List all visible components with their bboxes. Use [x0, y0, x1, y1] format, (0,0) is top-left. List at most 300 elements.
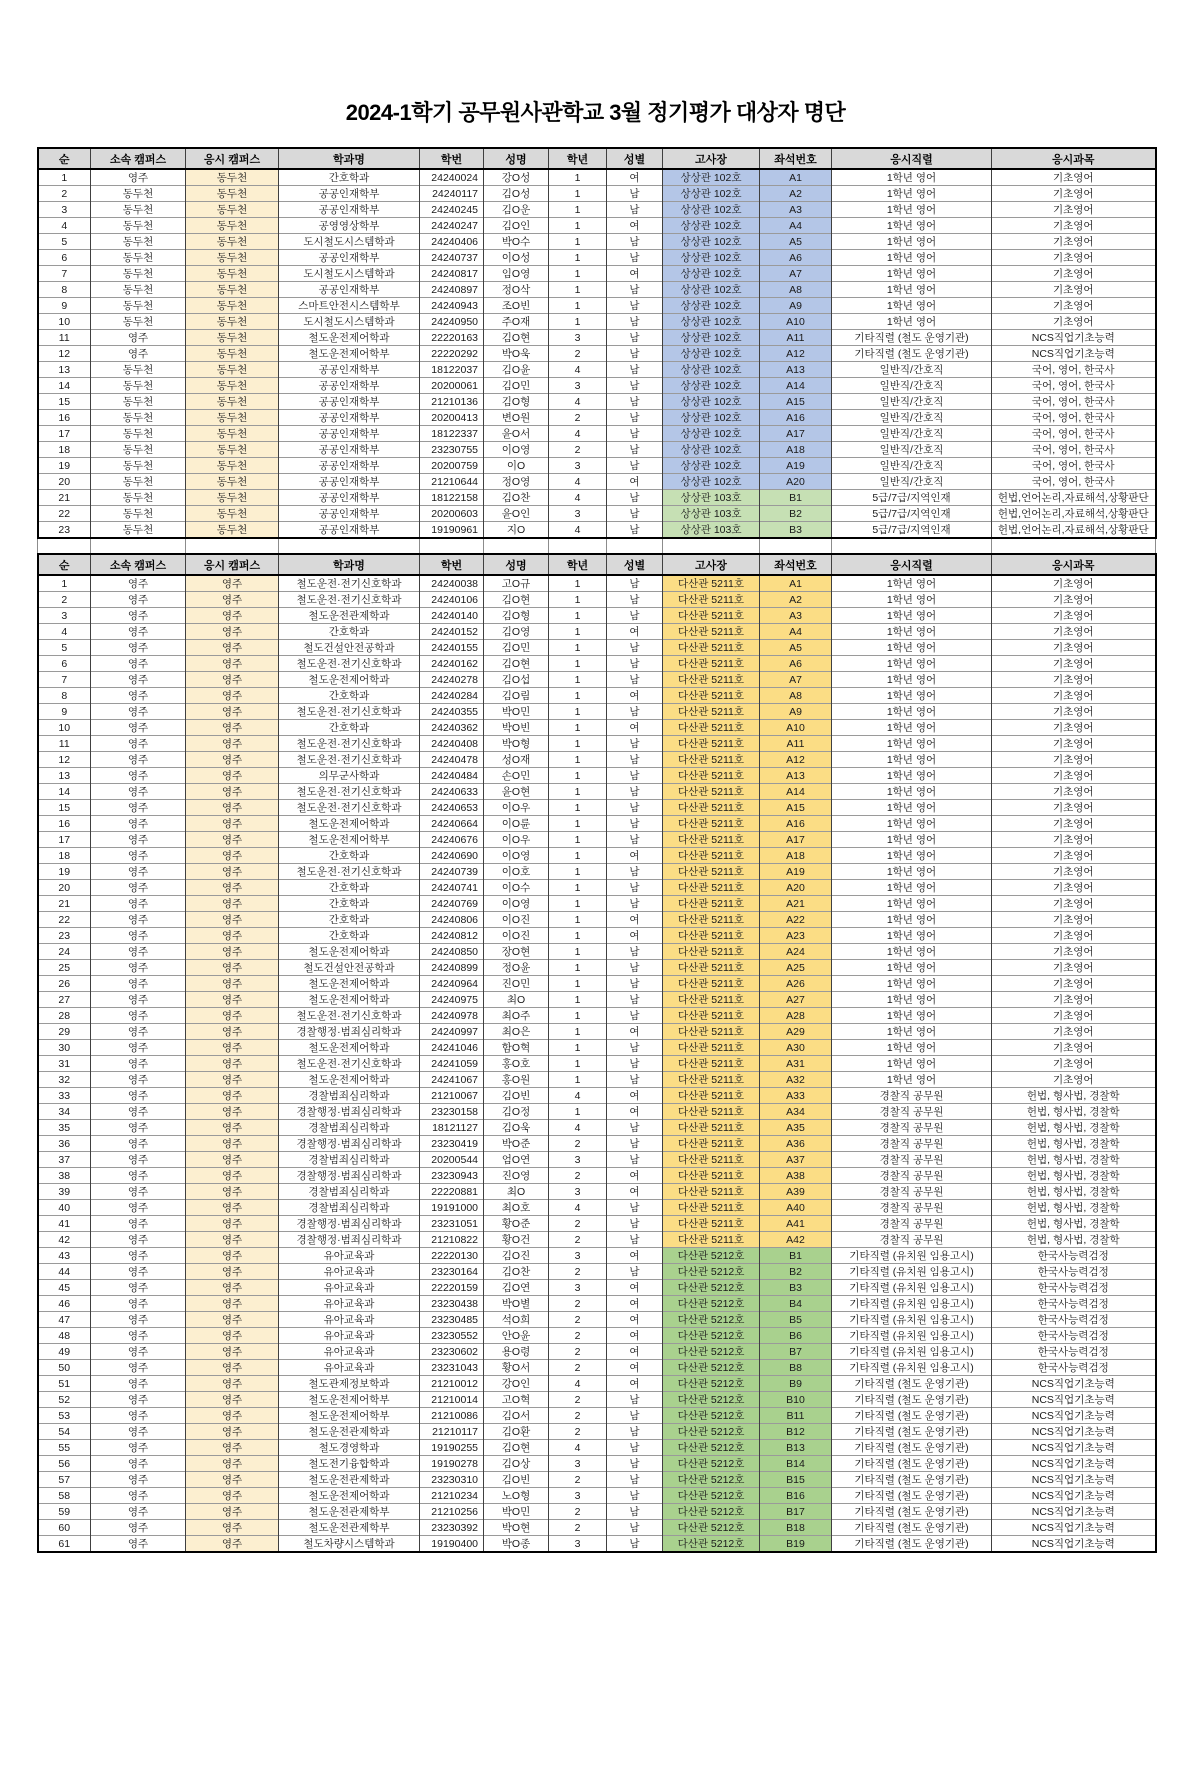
cell-name: 장O현	[484, 944, 549, 960]
cell-year: 2	[549, 1424, 607, 1440]
cell-name: 김O섭	[484, 672, 549, 688]
cell-subjects: 헌법,언어논리,자료해석,상황판단	[992, 506, 1156, 522]
cell-no: 20	[38, 474, 91, 490]
cell-seat-no: B19	[760, 1536, 832, 1553]
cell-department: 공공인재학부	[279, 506, 420, 522]
cell-student-id: 24240817	[420, 266, 484, 282]
cell-department: 유아교육과	[279, 1248, 420, 1264]
cell-track: 1학년 영어	[832, 624, 992, 640]
cell-no: 21	[38, 896, 91, 912]
cell-gender: 남	[607, 1488, 663, 1504]
cell-track: 1학년 영어	[832, 314, 992, 330]
cell-department: 도시철도시스템학과	[279, 266, 420, 282]
cell-exam-campus: 영주	[186, 1296, 279, 1312]
cell-year: 1	[549, 736, 607, 752]
cell-seat-no: A20	[760, 474, 832, 490]
cell-seat-no: B7	[760, 1344, 832, 1360]
cell-exam-room: 다산관 5211호	[663, 1168, 760, 1184]
cell-exam-room: 다산관 5212호	[663, 1520, 760, 1536]
cell-track: 1학년 영어	[832, 960, 992, 976]
cell-gender: 여	[607, 1312, 663, 1328]
cell-exam-room: 다산관 5212호	[663, 1328, 760, 1344]
table-row	[38, 992, 1156, 1008]
cell-year: 1	[549, 960, 607, 976]
cell-exam-campus: 영주	[186, 1392, 279, 1408]
cell-student-id: 21210256	[420, 1504, 484, 1520]
cell-exam-campus: 동두천	[186, 458, 279, 474]
cell-subjects: 기초영어	[992, 768, 1156, 784]
cell-exam-room: 다산관 5212호	[663, 1440, 760, 1456]
cell-student-id: 24240769	[420, 896, 484, 912]
cell-student-id: 24240897	[420, 282, 484, 298]
cell-no: 12	[38, 752, 91, 768]
cell-seat-no: A14	[760, 378, 832, 394]
cell-year: 1	[549, 720, 607, 736]
cell-exam-campus: 영주	[186, 736, 279, 752]
cell-home-campus: 영주	[91, 848, 186, 864]
cell-department: 간호학과	[279, 912, 420, 928]
cell-gender: 남	[607, 1264, 663, 1280]
cell-track: 5급/7급/지역인재	[832, 490, 992, 506]
cell-exam-room: 다산관 5212호	[663, 1264, 760, 1280]
cell-gender: 남	[607, 1136, 663, 1152]
cell-gender: 남	[607, 298, 663, 314]
cell-track: 1학년 영어	[832, 1008, 992, 1024]
cell-gender: 남	[607, 752, 663, 768]
cell-exam-room: 다산관 5211호	[663, 624, 760, 640]
cell-year: 3	[549, 1280, 607, 1296]
cell-seat-no: A16	[760, 816, 832, 832]
cell-no: 3	[38, 608, 91, 624]
cell-track: 1학년 영어	[832, 976, 992, 992]
col-header-student-id: 학번	[420, 148, 484, 169]
table-row	[38, 1488, 1156, 1504]
cell-no: 54	[38, 1424, 91, 1440]
cell-subjects: 기초영어	[992, 912, 1156, 928]
cell-subjects: 기초영어	[992, 266, 1156, 282]
cell-department: 공공인재학부	[279, 426, 420, 442]
document-page	[37, 96, 1155, 1553]
cell-exam-campus: 영주	[186, 864, 279, 880]
cell-exam-room: 다산관 5211호	[663, 1008, 760, 1024]
cell-exam-campus: 영주	[186, 800, 279, 816]
cell-seat-no: A18	[760, 442, 832, 458]
cell-subjects: 헌법, 형사법, 경찰학	[992, 1120, 1156, 1136]
cell-subjects: 기초영어	[992, 186, 1156, 202]
cell-track: 기타직렬 (철도 운영기관)	[832, 1456, 992, 1472]
cell-exam-campus: 영주	[186, 575, 279, 592]
table-row	[38, 592, 1156, 608]
cell-department: 철도차량시스템학과	[279, 1536, 420, 1553]
cell-track: 1학년 영어	[832, 896, 992, 912]
cell-no: 48	[38, 1328, 91, 1344]
cell-home-campus: 영주	[91, 1408, 186, 1424]
cell-track: 1학년 영어	[832, 912, 992, 928]
cell-track: 기타직렬 (유치원 임용고시)	[832, 1312, 992, 1328]
cell-gender: 남	[607, 1408, 663, 1424]
cell-subjects: 기초영어	[992, 688, 1156, 704]
cell-subjects: 기초영어	[992, 880, 1156, 896]
cell-no: 38	[38, 1168, 91, 1184]
cell-name: 김O빈	[484, 1088, 549, 1104]
cell-department: 경찰범죄심리학과	[279, 1088, 420, 1104]
cell-student-id: 23230164	[420, 1264, 484, 1280]
cell-department: 철도건설안전공학과	[279, 640, 420, 656]
cell-exam-campus: 영주	[186, 672, 279, 688]
col-header-exam-room: 고사장	[663, 554, 760, 575]
cell-student-id: 24240155	[420, 640, 484, 656]
cell-exam-room: 상상관 103호	[663, 522, 760, 539]
cell-no: 30	[38, 1040, 91, 1056]
cell-student-id: 24240737	[420, 250, 484, 266]
cell-seat-no: A29	[760, 1024, 832, 1040]
cell-student-id: 22220163	[420, 330, 484, 346]
cell-home-campus: 영주	[91, 832, 186, 848]
cell-no: 27	[38, 992, 91, 1008]
table-row	[38, 1328, 1156, 1344]
cell-no: 17	[38, 426, 91, 442]
cell-exam-room: 다산관 5211호	[663, 1072, 760, 1088]
cell-track: 1학년 영어	[832, 298, 992, 314]
cell-exam-room: 상상관 102호	[663, 394, 760, 410]
table-gap-row	[37, 539, 1156, 553]
cell-name: 김O형	[484, 394, 549, 410]
cell-student-id: 20200759	[420, 458, 484, 474]
cell-name: 최O	[484, 992, 549, 1008]
col-header-no: 순	[38, 554, 91, 575]
table-row	[38, 1504, 1156, 1520]
col-header-year: 학년	[549, 554, 607, 575]
cell-seat-no: A19	[760, 864, 832, 880]
cell-subjects: 기초영어	[992, 800, 1156, 816]
cell-year: 1	[549, 864, 607, 880]
cell-name: 박O준	[484, 1136, 549, 1152]
cell-name: 엄O연	[484, 1152, 549, 1168]
cell-gender: 남	[607, 1056, 663, 1072]
cell-seat-no: B4	[760, 1296, 832, 1312]
cell-seat-no: A5	[760, 640, 832, 656]
cell-seat-no: A37	[760, 1152, 832, 1168]
cell-student-id: 24240362	[420, 720, 484, 736]
cell-home-campus: 동두천	[91, 282, 186, 298]
cell-home-campus: 영주	[91, 1440, 186, 1456]
cell-student-id: 23230392	[420, 1520, 484, 1536]
cell-track: 1학년 영어	[832, 768, 992, 784]
cell-exam-campus: 영주	[186, 960, 279, 976]
cell-name: 최O	[484, 1184, 549, 1200]
cell-subjects: 헌법,언어논리,자료해석,상황판단	[992, 522, 1156, 539]
cell-gender: 남	[607, 186, 663, 202]
cell-department: 공공인재학부	[279, 458, 420, 474]
cell-home-campus: 동두천	[91, 410, 186, 426]
cell-department: 공공인재학부	[279, 410, 420, 426]
table-row	[38, 186, 1156, 202]
cell-department: 도시철도시스템학과	[279, 234, 420, 250]
cell-seat-no: A1	[760, 169, 832, 186]
cell-department: 유아교육과	[279, 1360, 420, 1376]
cell-seat-no: B16	[760, 1488, 832, 1504]
cell-year: 4	[549, 426, 607, 442]
cell-no: 23	[38, 928, 91, 944]
cell-name: 김O빈	[484, 1472, 549, 1488]
cell-exam-room: 다산관 5211호	[663, 896, 760, 912]
cell-seat-no: B14	[760, 1456, 832, 1472]
cell-no: 35	[38, 1120, 91, 1136]
cell-year: 2	[549, 1296, 607, 1312]
cell-track: 1학년 영어	[832, 575, 992, 592]
cell-exam-campus: 영주	[186, 912, 279, 928]
cell-exam-room: 다산관 5211호	[663, 1040, 760, 1056]
table-row	[38, 608, 1156, 624]
table-row	[38, 575, 1156, 592]
cell-home-campus: 영주	[91, 768, 186, 784]
cell-seat-no: A6	[760, 656, 832, 672]
cell-department: 공공인재학부	[279, 378, 420, 394]
cell-year: 1	[549, 218, 607, 234]
cell-student-id: 23230943	[420, 1168, 484, 1184]
cell-exam-room: 다산관 5211호	[663, 784, 760, 800]
cell-name: 김O상	[484, 1456, 549, 1472]
cell-gender: 남	[607, 202, 663, 218]
cell-department: 공공인재학부	[279, 490, 420, 506]
cell-home-campus: 영주	[91, 864, 186, 880]
cell-gender: 남	[607, 330, 663, 346]
cell-seat-no: A11	[760, 736, 832, 752]
cell-home-campus: 영주	[91, 688, 186, 704]
cell-seat-no: B17	[760, 1504, 832, 1520]
cell-no: 50	[38, 1360, 91, 1376]
cell-exam-campus: 동두천	[186, 490, 279, 506]
table-row	[38, 672, 1156, 688]
cell-no: 19	[38, 458, 91, 474]
cell-no: 2	[38, 592, 91, 608]
cell-year: 2	[549, 1232, 607, 1248]
cell-year: 1	[549, 848, 607, 864]
cell-student-id: 23230755	[420, 442, 484, 458]
cell-exam-room: 다산관 5211호	[663, 1200, 760, 1216]
col-header-home-campus: 소속 캠퍼스	[91, 554, 186, 575]
cell-subjects: 기초영어	[992, 575, 1156, 592]
table-row	[38, 378, 1156, 394]
cell-track: 1학년 영어	[832, 656, 992, 672]
table-row	[38, 1104, 1156, 1120]
cell-no: 49	[38, 1344, 91, 1360]
dongducheon-table-body	[38, 169, 1156, 538]
cell-year: 4	[549, 1120, 607, 1136]
cell-gender: 남	[607, 442, 663, 458]
cell-exam-room: 다산관 5211호	[663, 752, 760, 768]
cell-exam-room: 상상관 103호	[663, 490, 760, 506]
cell-exam-room: 상상관 102호	[663, 474, 760, 490]
cell-department: 간호학과	[279, 169, 420, 186]
cell-name: 이O영	[484, 896, 549, 912]
cell-home-campus: 영주	[91, 896, 186, 912]
cell-name: 김O찬	[484, 490, 549, 506]
cell-no: 44	[38, 1264, 91, 1280]
cell-student-id: 24240812	[420, 928, 484, 944]
cell-seat-no: A41	[760, 1216, 832, 1232]
cell-gender: 남	[607, 1472, 663, 1488]
cell-name: 노O형	[484, 1488, 549, 1504]
cell-home-campus: 영주	[91, 1024, 186, 1040]
cell-student-id: 24241059	[420, 1056, 484, 1072]
cell-seat-no: A5	[760, 234, 832, 250]
cell-no: 60	[38, 1520, 91, 1536]
cell-no: 5	[38, 640, 91, 656]
cell-name: 이O수	[484, 880, 549, 896]
cell-exam-campus: 영주	[186, 1200, 279, 1216]
cell-department: 경찰범죄심리학과	[279, 1184, 420, 1200]
cell-exam-campus: 동두천	[186, 522, 279, 539]
cell-exam-room: 다산관 5211호	[663, 1136, 760, 1152]
table-row	[38, 1472, 1156, 1488]
cell-home-campus: 영주	[91, 1424, 186, 1440]
cell-gender: 남	[607, 944, 663, 960]
cell-seat-no: B2	[760, 1264, 832, 1280]
cell-gender: 남	[607, 362, 663, 378]
cell-exam-campus: 동두천	[186, 410, 279, 426]
cell-track: 1학년 영어	[832, 1072, 992, 1088]
cell-name: 손O민	[484, 768, 549, 784]
cell-exam-room: 다산관 5212호	[663, 1424, 760, 1440]
cell-track: 기타직렬 (철도 운영기관)	[832, 1376, 992, 1392]
cell-year: 3	[549, 330, 607, 346]
cell-track: 1학년 영어	[832, 800, 992, 816]
cell-no: 8	[38, 282, 91, 298]
cell-no: 22	[38, 912, 91, 928]
cell-name: 김O림	[484, 688, 549, 704]
cell-exam-campus: 영주	[186, 880, 279, 896]
cell-exam-room: 상상관 102호	[663, 234, 760, 250]
cell-seat-no: A17	[760, 426, 832, 442]
table-row	[38, 960, 1156, 976]
cell-subjects: NCS직업기초능력	[992, 330, 1156, 346]
cell-track: 경찰직 공무원	[832, 1104, 992, 1120]
cell-exam-room: 상상관 102호	[663, 362, 760, 378]
cell-student-id: 24240406	[420, 234, 484, 250]
cell-seat-no: A33	[760, 1088, 832, 1104]
cell-seat-no: B13	[760, 1440, 832, 1456]
cell-year: 2	[549, 1408, 607, 1424]
cell-name: 진O민	[484, 976, 549, 992]
cell-year: 2	[549, 1520, 607, 1536]
cell-student-id: 24240899	[420, 960, 484, 976]
header-row	[38, 148, 1156, 169]
cell-subjects: 한국사능력검정	[992, 1264, 1156, 1280]
table-row	[38, 912, 1156, 928]
cell-no: 46	[38, 1296, 91, 1312]
cell-subjects: 기초영어	[992, 608, 1156, 624]
cell-no: 51	[38, 1376, 91, 1392]
cell-subjects: 기초영어	[992, 282, 1156, 298]
cell-seat-no: A8	[760, 282, 832, 298]
cell-home-campus: 영주	[91, 1184, 186, 1200]
cell-gender: 남	[607, 314, 663, 330]
cell-home-campus: 영주	[91, 1088, 186, 1104]
cell-exam-campus: 영주	[186, 1456, 279, 1472]
cell-no: 53	[38, 1408, 91, 1424]
cell-no: 31	[38, 1056, 91, 1072]
cell-year: 1	[549, 928, 607, 944]
yeongju-exam-table	[37, 553, 1157, 1553]
cell-student-id: 19191000	[420, 1200, 484, 1216]
cell-track: 1학년 영어	[832, 816, 992, 832]
cell-name: 최O호	[484, 1200, 549, 1216]
cell-home-campus: 영주	[91, 1056, 186, 1072]
cell-year: 1	[549, 250, 607, 266]
cell-seat-no: A13	[760, 768, 832, 784]
cell-year: 2	[549, 1312, 607, 1328]
cell-exam-campus: 동두천	[186, 378, 279, 394]
cell-name: 박O형	[484, 736, 549, 752]
cell-home-campus: 영주	[91, 784, 186, 800]
cell-gender: 남	[607, 832, 663, 848]
header-row	[38, 554, 1156, 575]
cell-exam-campus: 영주	[186, 704, 279, 720]
cell-exam-room: 다산관 5211호	[663, 816, 760, 832]
cell-name: 박O민	[484, 1504, 549, 1520]
cell-gender: 남	[607, 1520, 663, 1536]
cell-gender: 여	[607, 1024, 663, 1040]
cell-gender: 남	[607, 592, 663, 608]
cell-gender: 남	[607, 608, 663, 624]
cell-name: 황O서	[484, 1360, 549, 1376]
table-row	[38, 1200, 1156, 1216]
cell-gender: 여	[607, 624, 663, 640]
cell-track: 기타직렬 (유치원 임용고시)	[832, 1344, 992, 1360]
cell-track: 5급/7급/지역인재	[832, 522, 992, 539]
cell-subjects: 헌법, 형사법, 경찰학	[992, 1200, 1156, 1216]
cell-gender: 남	[607, 1200, 663, 1216]
cell-student-id: 24240278	[420, 672, 484, 688]
cell-exam-campus: 동두천	[186, 506, 279, 522]
cell-no: 15	[38, 800, 91, 816]
cell-seat-no: A27	[760, 992, 832, 1008]
cell-year: 2	[549, 1168, 607, 1184]
col-header-year: 학년	[549, 148, 607, 169]
table-row	[38, 1408, 1156, 1424]
cell-gender: 남	[607, 1536, 663, 1553]
cell-gender: 남	[607, 768, 663, 784]
cell-year: 2	[549, 1392, 607, 1408]
col-header-track: 응시직렬	[832, 148, 992, 169]
table-row	[38, 1344, 1156, 1360]
cell-seat-no: A32	[760, 1072, 832, 1088]
cell-seat-no: A7	[760, 672, 832, 688]
cell-department: 철도운전관제학부	[279, 1504, 420, 1520]
table-header	[38, 554, 1156, 575]
cell-exam-room: 상상관 102호	[663, 266, 760, 282]
cell-subjects: 기초영어	[992, 736, 1156, 752]
cell-department: 유아교육과	[279, 1264, 420, 1280]
table-row	[38, 1456, 1156, 1472]
table-row	[38, 202, 1156, 218]
cell-student-id: 24240408	[420, 736, 484, 752]
col-header-gender: 성별	[607, 148, 663, 169]
cell-track: 1학년 영어	[832, 266, 992, 282]
cell-gender: 남	[607, 704, 663, 720]
cell-home-campus: 영주	[91, 1072, 186, 1088]
cell-exam-room: 다산관 5211호	[663, 1088, 760, 1104]
cell-exam-room: 다산관 5211호	[663, 720, 760, 736]
cell-exam-room: 다산관 5212호	[663, 1536, 760, 1553]
table-row	[38, 169, 1156, 186]
col-header-department: 학과명	[279, 148, 420, 169]
cell-gender: 남	[607, 784, 663, 800]
cell-subjects: 기초영어	[992, 298, 1156, 314]
cell-track: 기타직렬 (철도 운영기관)	[832, 1424, 992, 1440]
cell-name: 김O현	[484, 1440, 549, 1456]
